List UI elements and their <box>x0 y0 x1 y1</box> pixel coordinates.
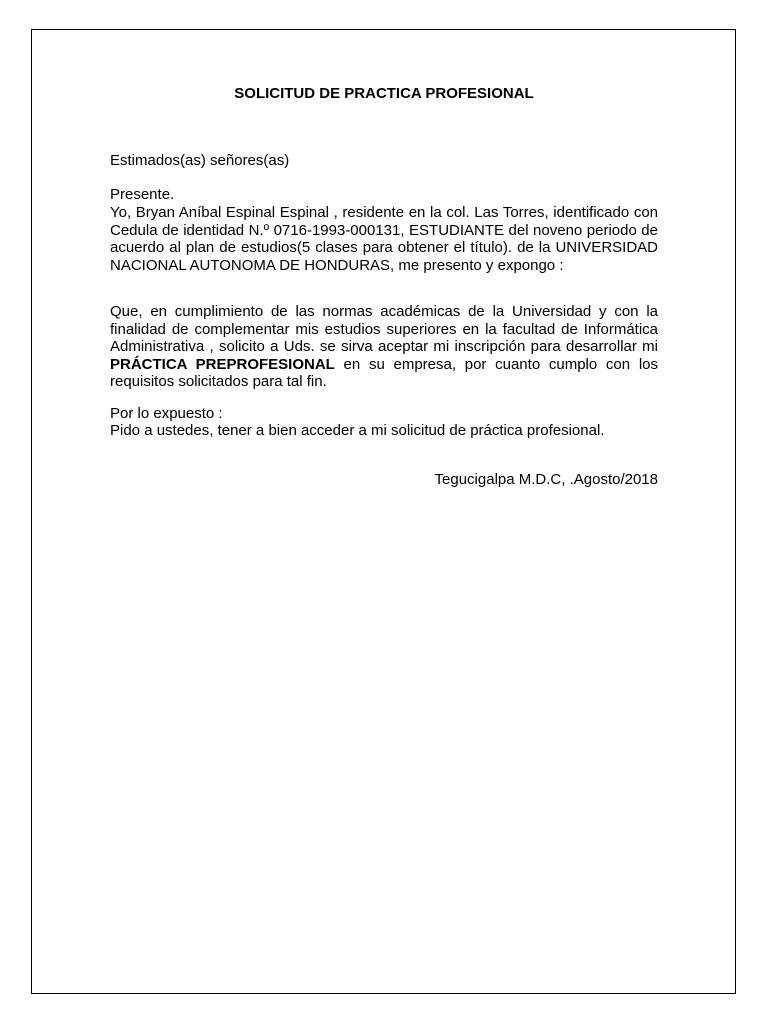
place-date: Tegucigalpa M.D.C, .Agosto/2018 <box>434 471 658 488</box>
page-border <box>31 29 736 994</box>
intro-paragraph: Yo, Bryan Aníbal Espinal Espinal , residente en la col. Las Torres, identificado con Cedula de identidad N.º 0716-1993-000131, ESTUDIANTE del noveno periodo de acuerdo al plan de estudios(5 clases para obtener el título). de la UNIVERSIDAD NACIONAL AUTONOMA DE HONDURAS, me presento y expongo : <box>110 204 658 274</box>
request-text-start: Que, en cumplimiento de las normas académicas de la Universidad y con la finalidad de complementar mis estudios superiores en la facultad de Informática Administrativa , solicito a Uds. se sirva aceptar mi inscripción para desarrollar mi <box>110 303 658 355</box>
presente-line: Presente. <box>110 186 175 203</box>
request-paragraph <box>110 303 658 391</box>
practice-emphasis: PRÁCTICA PREPROFESIONAL <box>110 355 335 373</box>
salutation: Estimados(as) señores(as) <box>110 152 290 169</box>
request-closing: Pido a ustedes, tener a bien acceder a mi solicitud de práctica profesional. <box>110 422 605 439</box>
document-title: SOLICITUD DE PRACTICA PROFESIONAL <box>234 85 534 102</box>
request-text-end: en su empresa, por cuanto cumplo con los requisitos solicitados para tal fin. <box>110 355 659 390</box>
por-lo-expuesto: Por lo expuesto : <box>110 405 223 422</box>
